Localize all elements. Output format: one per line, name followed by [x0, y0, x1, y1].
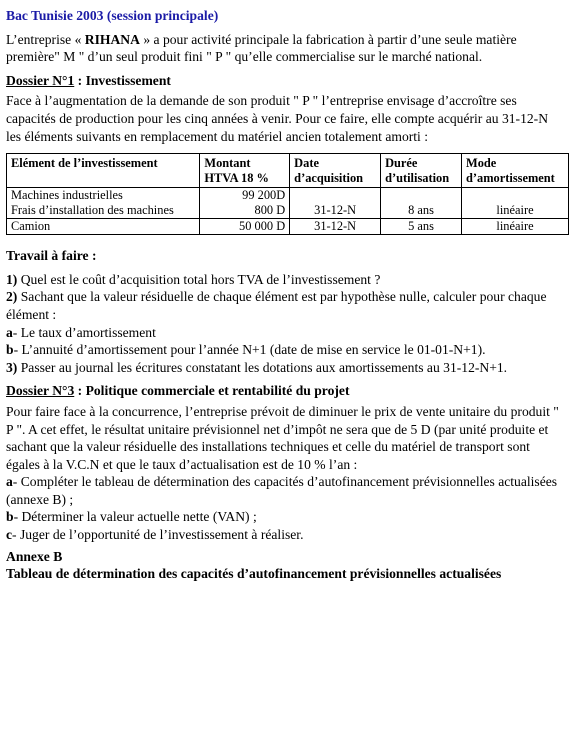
item-text: - Déterminer la valeur actuelle nette (VAN) ; — [13, 509, 257, 525]
dossier3-title: Politique commerciale et rentabilité du projet — [85, 383, 350, 399]
question-text: Sachant que la valeur résiduelle de chaque élément est par hypothèse nulle, calculer pour chaque élément : — [6, 289, 547, 322]
company-name: RIHANA — [84, 31, 140, 47]
document-page — [6, 7, 564, 583]
table-cell — [290, 188, 381, 204]
item-letter: b — [6, 509, 14, 525]
dossier3-heading — [6, 382, 564, 400]
question-2b — [6, 341, 564, 359]
table-cell: 50 000 D — [200, 219, 290, 235]
item-letter: a — [6, 474, 13, 490]
table-cell — [462, 188, 569, 204]
table-header-cell: Durée d’utilisation — [381, 154, 462, 188]
table-cell: Camion — [7, 219, 200, 235]
work-heading: Travail à faire : — [6, 248, 97, 264]
table-cell: 5 ans — [381, 219, 462, 235]
dossier3-item-c — [6, 526, 564, 544]
dossier1-title: Investissement — [85, 72, 171, 88]
question-2a — [6, 324, 564, 342]
table-cell — [381, 188, 462, 204]
intro-post: » a pour activité principale la fabrication à partir d’une seule matière première" M " d’un seul produit fini " P " qu’elle commercialise sur le marché national. — [6, 31, 517, 65]
question-text: - L’annuité d’amortissement pour l’année N+1 (date de mise en service le 01-01-N+1). — [13, 342, 486, 358]
dossier3-label: Dossier N°3 — [6, 383, 75, 399]
question-1 — [6, 271, 564, 289]
table-cell: 99 200D — [200, 188, 290, 204]
investment-table — [6, 153, 569, 235]
question-letter: a — [6, 324, 13, 340]
annexe-label: Annexe B — [6, 548, 63, 564]
question-3 — [6, 359, 564, 377]
dossier1-sep: : — [74, 72, 86, 88]
question-text: - Le taux d’amortissement — [12, 324, 156, 340]
dossier1-label: Dossier N°1 — [6, 72, 75, 88]
item-text: - Compléter le tableau de détermination des capacités d’autofinancement prévisionnelles actualisées (annexe B) ; — [6, 474, 558, 507]
item-letter: c — [6, 527, 13, 543]
table-row — [7, 188, 569, 204]
dossier1-text: Face à l’augmentation de la demande de son produit " P " l’entreprise envisage d’accroître ses capacités de production pour les cinq années à venir. Pour ce faire, elle compte acquérir au 31-12-N les éléments suivants en remplacement du matériel ancien totalement amorti : — [6, 93, 549, 144]
table-header-cell: Date d’acquisition — [290, 154, 381, 188]
item-text: - Juger de l’opportunité de l’investissement à réaliser. — [12, 527, 304, 543]
table-cell: 800 D — [200, 203, 290, 219]
intro-pre: L’entreprise « — [6, 31, 85, 47]
table-cell: 31-12-N — [290, 219, 381, 235]
table-header-cell: Elément de l’investissement — [7, 154, 200, 188]
question-text: Quel est le coût d’acquisition total hors TVA de l’investissement ? — [17, 271, 381, 287]
table-header-cell: Montant HTVA 18 % — [200, 154, 290, 188]
dossier3-item-a — [6, 473, 564, 508]
page-title: Bac Tunisie 2003 (session principale) — [6, 8, 219, 23]
question-2 — [6, 288, 564, 323]
table-cell: 8 ans — [381, 203, 462, 219]
dossier3-text: Pour faire face à la concurrence, l’entreprise prévoit de diminuer le prix de vente unitaire du produit " P ". A cet effet, le résultat unitaire prévisionnel net d’impôt ne sera que de 5 D (par unité produite et sachant que la valeur résiduelle des installations techniques et celle du matériel de transport sont égales à la V.C.N et que le taux d’actualisation est de 10 % l’an : — [6, 403, 559, 472]
table-header-cell: Mode d’amortissement — [462, 154, 569, 188]
annexe-title: Tableau de détermination des capacités d’autofinancement prévisionnelles actualisées — [6, 566, 502, 582]
question-number: 3) — [6, 359, 18, 375]
table-cell: linéaire — [462, 219, 569, 235]
intro-paragraph — [6, 31, 564, 66]
table-cell: 31-12-N — [290, 203, 381, 219]
table-header-row — [7, 154, 569, 188]
question-letter: b — [6, 342, 14, 358]
table-row — [7, 219, 569, 235]
question-number: 1) — [6, 271, 18, 287]
dossier3-item-b — [6, 508, 564, 526]
table-cell: linéaire — [462, 203, 569, 219]
table-cell: Machines industrielles — [7, 188, 200, 204]
table-cell: Frais d’installation des machines — [7, 203, 200, 219]
dossier3-sep: : — [74, 383, 86, 399]
question-text: Passer au journal les écritures constatant les dotations aux amortissements au 31-12-N+1. — [17, 359, 508, 375]
dossier1-heading — [6, 72, 564, 90]
table-row — [7, 203, 569, 219]
question-number: 2) — [6, 289, 18, 305]
